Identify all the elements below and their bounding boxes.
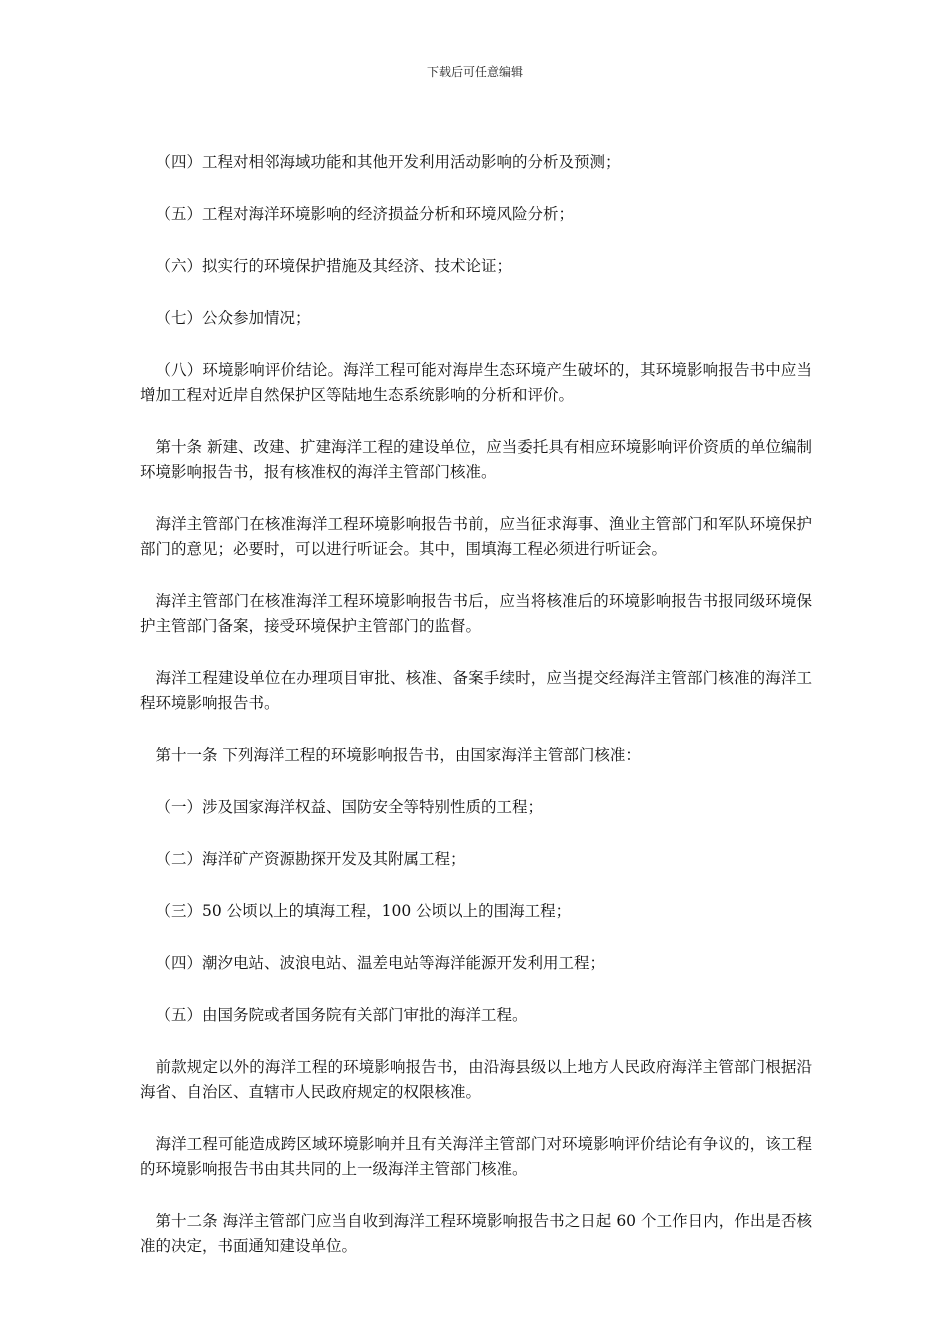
- paragraph-article-10: 第十条 新建、改建、扩建海洋工程的建设单位，应当委托具有相应环境影响评价资质的单位编制环境影响报告书，报有核准权的海洋主管部门核准。: [140, 438, 812, 481]
- paragraph-item-6: （六）拟实行的环境保护措施及其经济、技术论证；: [155, 257, 513, 275]
- paragraph-item-7: （七）公众参加情况；: [155, 309, 311, 327]
- paragraph-article-10-filing: 海洋主管部门在核准海洋工程环境影响报告书后，应当将核准后的环境影响报告书报同级环境保护主管部门备案，接受环境保护主管部门的监督。: [140, 592, 812, 635]
- paragraph-article-11-item-2: （二）海洋矿产资源勘探开发及其附属工程；: [155, 850, 466, 868]
- paragraph-article-11-item-3: （三）50 公顷以上的填海工程，100 公顷以上的围海工程；: [155, 902, 572, 920]
- paragraph-item-4: （四）工程对相邻海域功能和其他开发利用活动影响的分析及预测；: [155, 153, 621, 171]
- paragraph-article-10-consultation: 海洋主管部门在核准海洋工程环境影响报告书前，应当征求海事、渔业主管部门和军队环境保护部门的意见；必要时，可以进行听证会。其中，围填海工程必须进行听证会。: [140, 515, 812, 558]
- paragraph-article-11-dispute: 海洋工程可能造成跨区域环境影响并且有关海洋主管部门对环境影响评价结论有争议的，该工程的环境影响报告书由其共同的上一级海洋主管部门核准。: [140, 1135, 812, 1178]
- paragraph-article-11: 第十一条 下列海洋工程的环境影响报告书，由国家海洋主管部门核准：: [155, 746, 641, 764]
- paragraph-item-8: （八）环境影响评价结论。海洋工程可能对海岸生态环境产生破坏的，其环境影响报告书中应当增加工程对近岸自然保护区等陆地生态系统影响的分析和评价。: [140, 361, 812, 404]
- paragraph-article-12: 第十二条 海洋主管部门应当自收到海洋工程环境影响报告书之日起 60 个工作日内，作出是否核准的决定，书面通知建设单位。: [140, 1212, 812, 1255]
- paragraph-article-11-local: 前款规定以外的海洋工程的环境影响报告书，由沿海县级以上地方人民政府海洋主管部门根据沿海省、自治区、直辖市人民政府规定的权限核准。: [140, 1058, 812, 1101]
- paragraph-item-5: （五）工程对海洋环境影响的经济损益分析和环境风险分析；: [155, 205, 575, 223]
- paragraph-article-10-submission: 海洋工程建设单位在办理项目审批、核准、备案手续时，应当提交经海洋主管部门核准的海洋工程环境影响报告书。: [140, 669, 812, 712]
- paragraph-article-11-item-4: （四）潮汐电站、波浪电站、温差电站等海洋能源开发利用工程；: [155, 954, 606, 972]
- paragraph-article-11-item-5: （五）由国务院或者国务院有关部门审批的海洋工程。: [155, 1006, 528, 1024]
- document-body: [140, 150, 812, 1286]
- paragraph-article-11-item-1: （一）涉及国家海洋权益、国防安全等特别性质的工程；: [155, 798, 544, 816]
- page-header-note: 下载后可任意编辑: [426, 65, 523, 79]
